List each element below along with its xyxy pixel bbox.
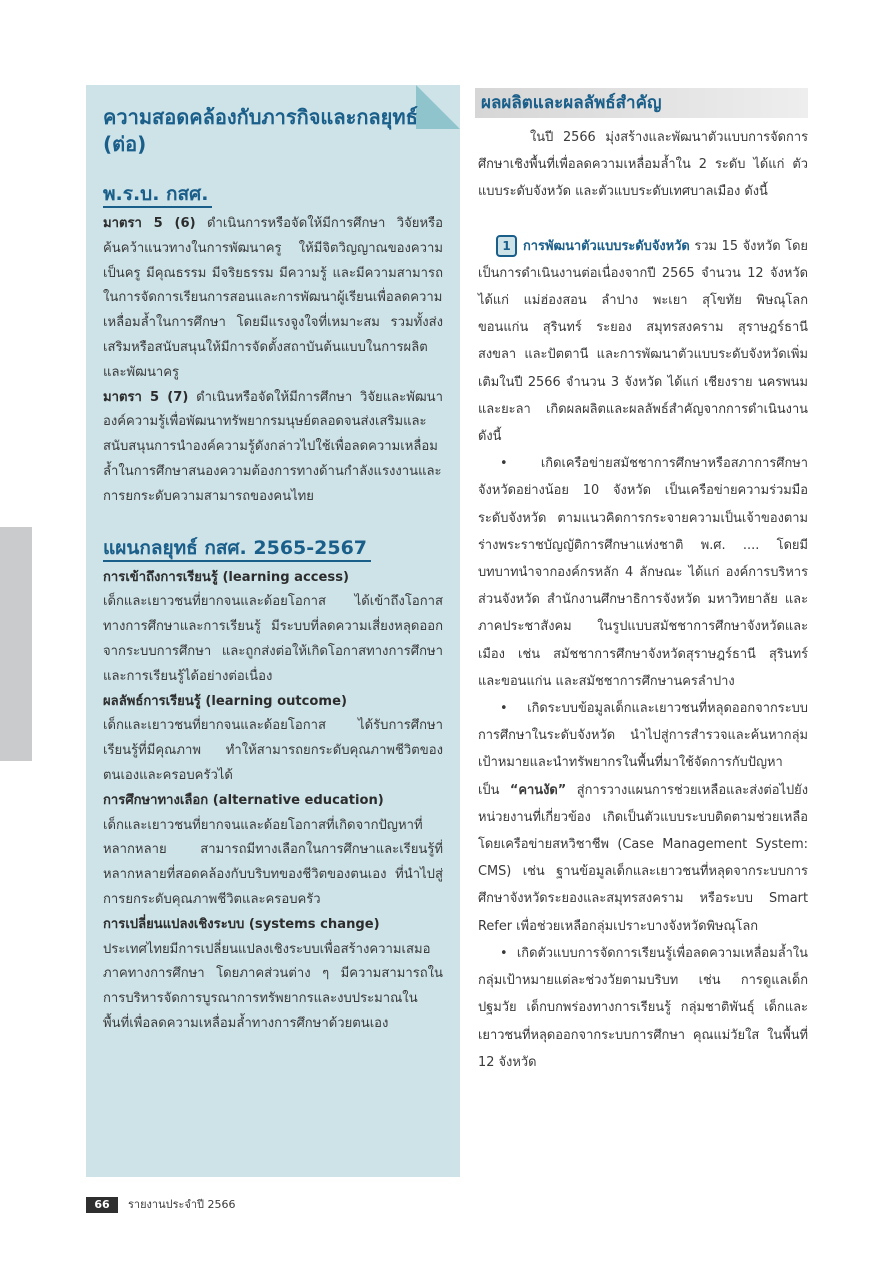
strategy-text-access: เด็กและเยาวชนที่ยากจนและด้อยโอกาส ได้เข้าถึงโอกาสทางการศึกษาและการเรียนรู้ มีระบบที่ลดความเสี่ยงหลุดออกจากระบบการศึกษา และถูกส่งต่อให้เกิดโอกาสทางการศึกษาและการเรียนรู้ได้อย่างต่อเนื่อง [103, 594, 443, 684]
footer-report-label: รายงานประจำปี 2566 [128, 1198, 236, 1211]
strategy-text-systems: ประเทศไทยมีการเปลี่ยนแปลงเชิงระบบเพื่อสร้างความเสมอภาคทางการศึกษา โดยภาคส่วนต่าง ๆ มีความสามารถในการบริหารจัดการบูรณาการทรัพยากรและงบประมาณในพื้นที่เพื่อลดความเหลื่อมล้ำทางการศึกษาด้วยตนเอง [103, 941, 443, 1031]
bullet-data-system-post: สู่การวางแผนการช่วยเหลือและส่งต่อไปยังหน่วยงานที่เกี่ยวข้อง เกิดเป็นตัวแบบระบบติดตามช่วยเหลือโดยเครือข่ายสหวิชาชีพ (Case Management System: CMS) เช่น ฐานข้อมูลเด็กและเยาวชนที่หลุดจากระบบการศึกษาจังหวัดระยองและสมุทรสงคราม หรือระบบ Smart Refer เพื่อช่วยเหลือกลุ่มเปราะบางจังหวัดพิษณุโลก [478, 782, 808, 934]
act-paragraph-2-text: ดำเนินหรือจัดให้มีการศึกษา วิจัยและพัฒนาองค์ความรู้เพื่อพัฒนาทรัพยากรมนุษย์ตลอดจนส่งเสริมและสนับสนุนการนำองค์ความรู้ดังกล่าวไปใช้เพื่อลดความเหลื่อมล้ำในการศึกษาสนองความต้องการทางด้านกำลังแรงงานและการยกระดับความสามารถของคนไทย [103, 389, 443, 504]
right-section-title: ผลผลิตและผลลัพธ์สำคัญ [481, 93, 662, 113]
bullet-data-system-pre: • เกิดระบบข้อมูลเด็กและเยาวชนที่หลุดออกจากระบบการศึกษาในระดับจังหวัด นำไปสู่การสำรวจและค้นหากลุ่มเป้าหมายและนำทรัพยากรในพื้นที่มาใช้จัดการกับปัญหา เป็น [478, 701, 808, 798]
right-column [478, 124, 808, 1076]
strategy-text-alternative: เด็กและเยาวชนที่ยากจนและด้อยโอกาสที่เกิดจากปัญหาที่หลากหลาย สามารถมีทางเลือกในการศึกษาและเรียนรู้ที่หลากหลายที่สอดคล้องกับบริบทของชีวิตของตนเอง ที่นำไปสู่การยกระดับคุณภาพชีวิตและครอบครัว [103, 817, 443, 907]
numbered-item-1 [478, 233, 808, 451]
left-panel [103, 104, 443, 1037]
plan-title: แผนกลยุทธ์ กสศ. 2565-2567 [103, 536, 371, 562]
bullet-data-system-emphasis: “คานงัด” [509, 782, 567, 798]
numbered-item-text: รวม 15 จังหวัด โดยเป็นการดำเนินงานต่อเนื่องจากปี 2565 จำนวน 12 จังหวัด ได้แก่ แม่ฮ่องสอน ลำปาง พะเยา สุโขทัย พิษณุโลก ขอนแก่น สุรินทร์ ระยอง สมุทรสงคราม สุราษฎร์ธานี สงขลา และปัตตานี และการพัฒนาตัวแบบระดับจังหวัดเพิ่มเติมในปี 2566 จำนวน 3 จังหวัด ได้แก่ เชียงราย นครพนม และยะลา เกิดผลผลิตและผลลัพธ์สำคัญจากการดำเนินงาน ดังนี้ [478, 238, 808, 445]
numbered-item-heading: การพัฒนาตัวแบบระดับจังหวัด [523, 238, 690, 254]
page-number: 66 [86, 1197, 118, 1213]
intro-paragraph: ในปี 2566 มุ่งสร้างและพัฒนาตัวแบบการจัดการศึกษาเชิงพื้นที่เพื่อลดความเหลื่อมล้ำใน 2 ระดับ ได้แก่ ตัวแบบระดับจังหวัด และตัวแบบระดับเทศบาลเมือง ดังนี้ [478, 130, 808, 200]
number-badge: 1 [496, 235, 517, 257]
strategy-head-alternative: การศึกษาทางเลือก (alternative education) [103, 792, 384, 808]
strategy-head-outcome: ผลลัพธ์การเรียนรู้ (learning outcome) [103, 693, 347, 709]
act-paragraph-1-text: ดำเนินการหรือจัดให้มีการศึกษา วิจัยหรือค้นคว้าแนวทางในการพัฒนาครู ให้มีจิตวิญญาณของความเป็นครู มีคุณธรรม มีจริยธรรม มีความรู้ และมีความสามารถในการจัดการเรียนการสอนและการพัฒนาผู้เรียนเพื่อลดความเหลื่อมล้ำในการศึกษา โดยมีแรงจูงใจที่เหมาะสม รวมทั้งส่งเสริมหรือสนับสนุนให้มีการจัดตั้งสถาบันต้นแบบในการผลิตและพัฒนาครู [103, 216, 443, 380]
act-paragraph-1-label: มาตรา 5 (6) [103, 216, 196, 231]
bullet-data-system [478, 695, 808, 940]
strategy-text-outcome: เด็กและเยาวชนที่ยากจนและด้อยโอกาส ได้รับการศึกษาเรียนรู้ที่มีคุณภาพ ทำให้สามารถยกระดับคุณภาพชีวิตของตนเองและครอบครัวได้ [103, 718, 443, 783]
act-title: พ.ร.บ. กสศ. [103, 182, 212, 208]
strategy-head-systems: การเปลี่ยนแปลงเชิงระบบ (systems change) [103, 916, 380, 932]
act-paragraph-2-label: มาตรา 5 (7) [103, 389, 189, 405]
panel-title: ความสอดคล้องกับภารกิจและกลยุทธ์ (ต่อ) [103, 105, 418, 156]
bullet-learning-model: • เกิดตัวแบบการจัดการเรียนรู้เพื่อลดความเหลื่อมล้ำในกลุ่มเป้าหมายแต่ละช่วงวัยตามบริบท เช่น การดูแลเด็กปฐมวัย เด็กบกพร่องทางการเรียนรู้ กลุ่มชาติพันธุ์ เด็กและเยาวชนที่หลุดออกจากระบบการศึกษา คุณแม่วัยใส ในพื้นที่ 12 จังหวัด [478, 945, 808, 1070]
strategy-head-access: การเข้าถึงการเรียนรู้ (learning access) [103, 569, 349, 585]
side-tab-marker [0, 527, 32, 761]
act-paragraph-2 [103, 386, 443, 510]
act-paragraph-1 [103, 212, 443, 386]
bullet-network: • เกิดเครือข่ายสมัชชาการศึกษาหรือสภาการศึกษาจังหวัดอย่างน้อย 10 จังหวัด เป็นเครือข่ายความร่วมมือระดับจังหวัด ตามแนวคิดการกระจายความเป็นเจ้าของตามร่างพระราชบัญญัติการศึกษาแห่งชาติ พ.ศ. .... โดยมีบทบาทนำจากองค์กรหลัก 4 ลักษณะ ได้แก่ องค์การบริหารส่วนจังหวัด สำนักงานศึกษาธิการจังหวัด มหาวิทยาลัย และภาคประชาสังคม ในรูปแบบสมัชชาการศึกษาจังหวัดและเมือง เช่น สมัชชาการศึกษาจังหวัดสุราษฎร์ธานี สุรินทร์ และขอนแก่น และสมัชชาการศึกษานครลำปาง [478, 456, 808, 689]
